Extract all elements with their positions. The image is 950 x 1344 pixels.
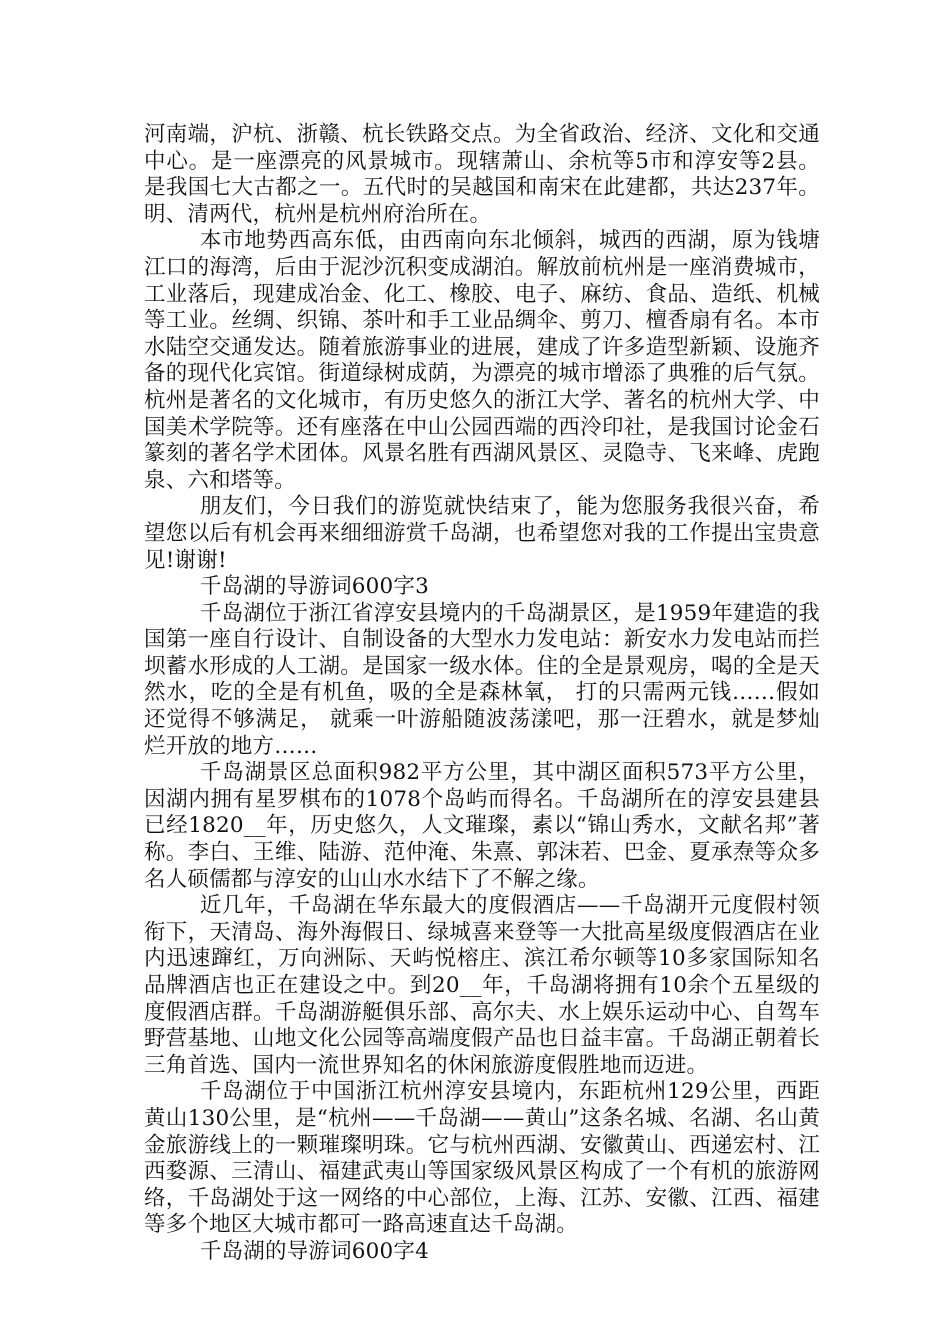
paragraph-qiandao-intro: 千岛湖位于浙江省淳安县境内的千岛湖景区，是1959年建造的我国第一座自行设计、自制设备的大型水力发电站：新安水力发电站而拦坝蓄水形成的人工湖。是国家一级水体。住的全是景观房，喝的全是天然水，吃的全是有机鱼，吸的全是森林氧， 打的只需两元钱……假如还觉得不够满足， 就乘一叶游船随波荡漾吧，那一汪碧水，就是梦灿烂开放的地方…… — [144, 600, 820, 759]
paragraph-hangzhou-terrain: 本市地势西高东低，由西南向东北倾斜，城西的西湖，原为钱塘江口的海湾，后由于泥沙沉积变成湖泊。解放前杭州是一座消费城市，工业落后，现建成冶金、化工、橡胶、电子、麻纺、食品、造纸、机械等工业。丝绸、织锦、茶叶和手工业品绸伞、剪刀、檀香扇有名。本市水陆空交通发达。随着旅游事业的进展，建成了许多造型新颖、设施齐备的现代化宾馆。街道绿树成荫，为漂亮的城市增添了典雅的后气氛。杭州是著名的文化城市，有历史悠久的浙江大学、著名的杭州大学、中国美术学院等。还有座落在中山公园西端的西泠印社，是我国讨论金石篆刻的著名学术团体。风景名胜有西湖风景区、灵隐寺、飞来峰、虎跑泉、六和塔等。 — [144, 228, 820, 493]
paragraph-qiandao-hotels: 近几年，千岛湖在华东最大的度假酒店——千岛湖开元度假村领衔下，天清岛、海外海假日、绿城喜来登等一大批高星级度假酒店在业内迅速蹿红，万向洲际、天屿悦榕庄、滨江希尔顿等10多家国际知名品牌酒店也正在建设之中。到20__年，千岛湖将拥有10余个五星级的度假酒店群。千岛湖游艇俱乐部、高尔夫、水上娱乐运动中心、自驾车野营基地、山地文化公园等高端度假产品也日益丰富。千岛湖正朝着长三角首选、国内一流世界知名的休闲旅游度假胜地而迈进。 — [144, 893, 820, 1078]
paragraph-hangzhou-location: 河南端，沪杭、浙赣、杭长铁路交点。为全省政治、经济、文化和交通中心。是一座漂亮的风景城市。现辖萧山、余杭等5市和淳安等2县。是我国七大古都之一。五代时的吴越国和南宋在此建都，共达237年。明、清两代，杭州是杭州府治所在。 — [144, 122, 820, 227]
paragraph-qiandao-position: 千岛湖位于中国浙江杭州淳安县境内，东距杭州129公里，西距黄山130公里，是“杭州——千岛湖——黄山”这条名城、名湖、名山黄金旅游线上的一颗璀璨明珠。它与杭州西湖、安徽黄山、西递宏村、江西婺源、三清山、福建武夷山等国家级风景区构成了一个有机的旅游网络，千岛湖处于这一网络的中心部位，上海、江苏、安徽、江西、福建等多个地区大城市都可一路高速直达千岛湖。 — [144, 1079, 820, 1238]
document-body — [144, 122, 820, 1266]
section-heading-4: 千岛湖的导游词600字4 — [199, 1238, 430, 1264]
section-heading-3: 千岛湖的导游词600字3 — [199, 574, 430, 600]
paragraph-qiandao-area: 千岛湖景区总面积982平方公里，其中湖区面积573平方公里，因湖内拥有星罗棋布的1078个岛屿而得名。千岛湖所在的淳安县建县已经1820__年，历史悠久，人文璀璨，素以“锦山秀水，文献名邦”著称。李白、王维、陆游、范仲淹、朱熹、郭沫若、巴金、夏承焘等众多名人硕儒都与淳安的山山水水结下了不解之缘。 — [144, 760, 820, 892]
paragraph-farewell: 朋友们，今日我们的游览就快结束了，能为您服务我很兴奋，希望您以后有机会再来细细游赏千岛湖，也希望您对我的工作提出宝贵意见!谢谢! — [144, 494, 820, 573]
